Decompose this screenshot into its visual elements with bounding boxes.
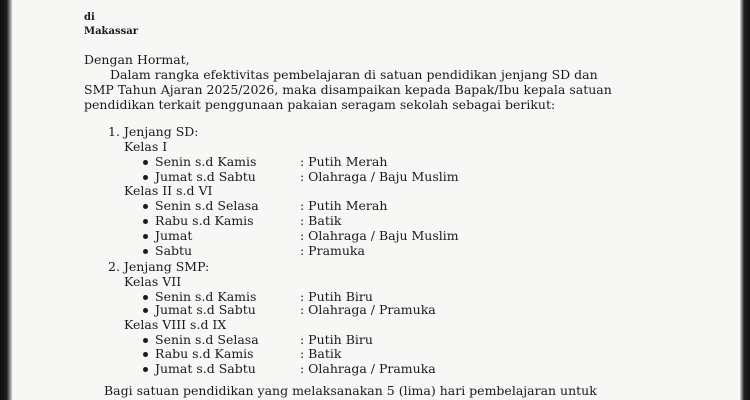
intro-line-3: pendidikan terkait penggunaan pakaian seragam sekolah sebagai berikut: (84, 97, 556, 112)
smp-kelas-vii-title: Kelas VII (124, 274, 182, 289)
schedule-uniform: : Batik (300, 346, 342, 361)
bullet-icon (143, 308, 148, 313)
schedule-uniform: : Olahraga / Pramuka (300, 361, 436, 376)
schedule-uniform: : Putih Merah (300, 198, 388, 213)
schedule-uniform: : Batik (300, 213, 342, 228)
bullet-icon (143, 249, 148, 254)
greeting: Dengan Hormat, (84, 52, 190, 67)
bullet-icon (143, 204, 148, 209)
schedule-day: Jumat s.d Sabtu (155, 169, 256, 184)
address-city: Makassar (84, 26, 138, 37)
schedule-day: Jumat s.d Sabtu (155, 361, 256, 376)
sd-kelas-ii-vi-title: Kelas II s.d VI (124, 183, 213, 198)
schedule-day: Senin s.d Selasa (155, 332, 259, 347)
schedule-day: Senin s.d Kamis (155, 289, 257, 304)
schedule-day: Rabu s.d Kamis (155, 346, 254, 361)
address-line-di: di (84, 12, 95, 23)
schedule-day: Rabu s.d Kamis (155, 213, 254, 228)
intro-line-1: Dalam rangka efektivitas pembelajaran di satuan pendidikan jenjang SD dan (110, 67, 598, 82)
schedule-uniform: : Olahraga / Baju Muslim (300, 169, 459, 184)
sd-kelas-i-title: Kelas I (124, 139, 168, 154)
schedule-day: Senin s.d Kamis (155, 154, 257, 169)
closing-paragraph: Bagi satuan pendidikan yang melaksanakan 5 (lima) hari pembelajaran untuk (104, 383, 597, 398)
schedule-uniform: : Putih Merah (300, 154, 388, 169)
bullet-icon (143, 234, 148, 239)
bullet-icon (143, 367, 148, 372)
schedule-day: Jumat s.d Sabtu (155, 302, 256, 317)
smp-heading: 2. Jenjang SMP: (108, 259, 210, 274)
schedule-day: Senin s.d Selasa (155, 198, 259, 213)
smp-kelas-viii-ix-title: Kelas VIII s.d IX (124, 317, 227, 332)
bullet-icon (143, 219, 148, 224)
schedule-day: Jumat (155, 228, 193, 243)
schedule-day: Sabtu (155, 243, 193, 258)
bullet-icon (143, 295, 148, 300)
schedule-uniform: : Putih Biru (300, 332, 373, 347)
bullet-icon (143, 338, 148, 343)
schedule-uniform: : Olahraga / Pramuka (300, 302, 436, 317)
schedule-uniform: : Olahraga / Baju Muslim (300, 228, 459, 243)
bullet-icon (143, 352, 148, 357)
bullet-icon (143, 175, 148, 180)
schedule-uniform: : Pramuka (300, 243, 365, 258)
intro-line-2: SMP Tahun Ajaran 2025/2026, maka disampaikan kepada Bapak/Ibu kepala satuan (84, 82, 612, 97)
sd-heading: 1. Jenjang SD: (108, 124, 199, 139)
schedule-uniform: : Putih Biru (300, 289, 373, 304)
bullet-icon (143, 160, 148, 165)
